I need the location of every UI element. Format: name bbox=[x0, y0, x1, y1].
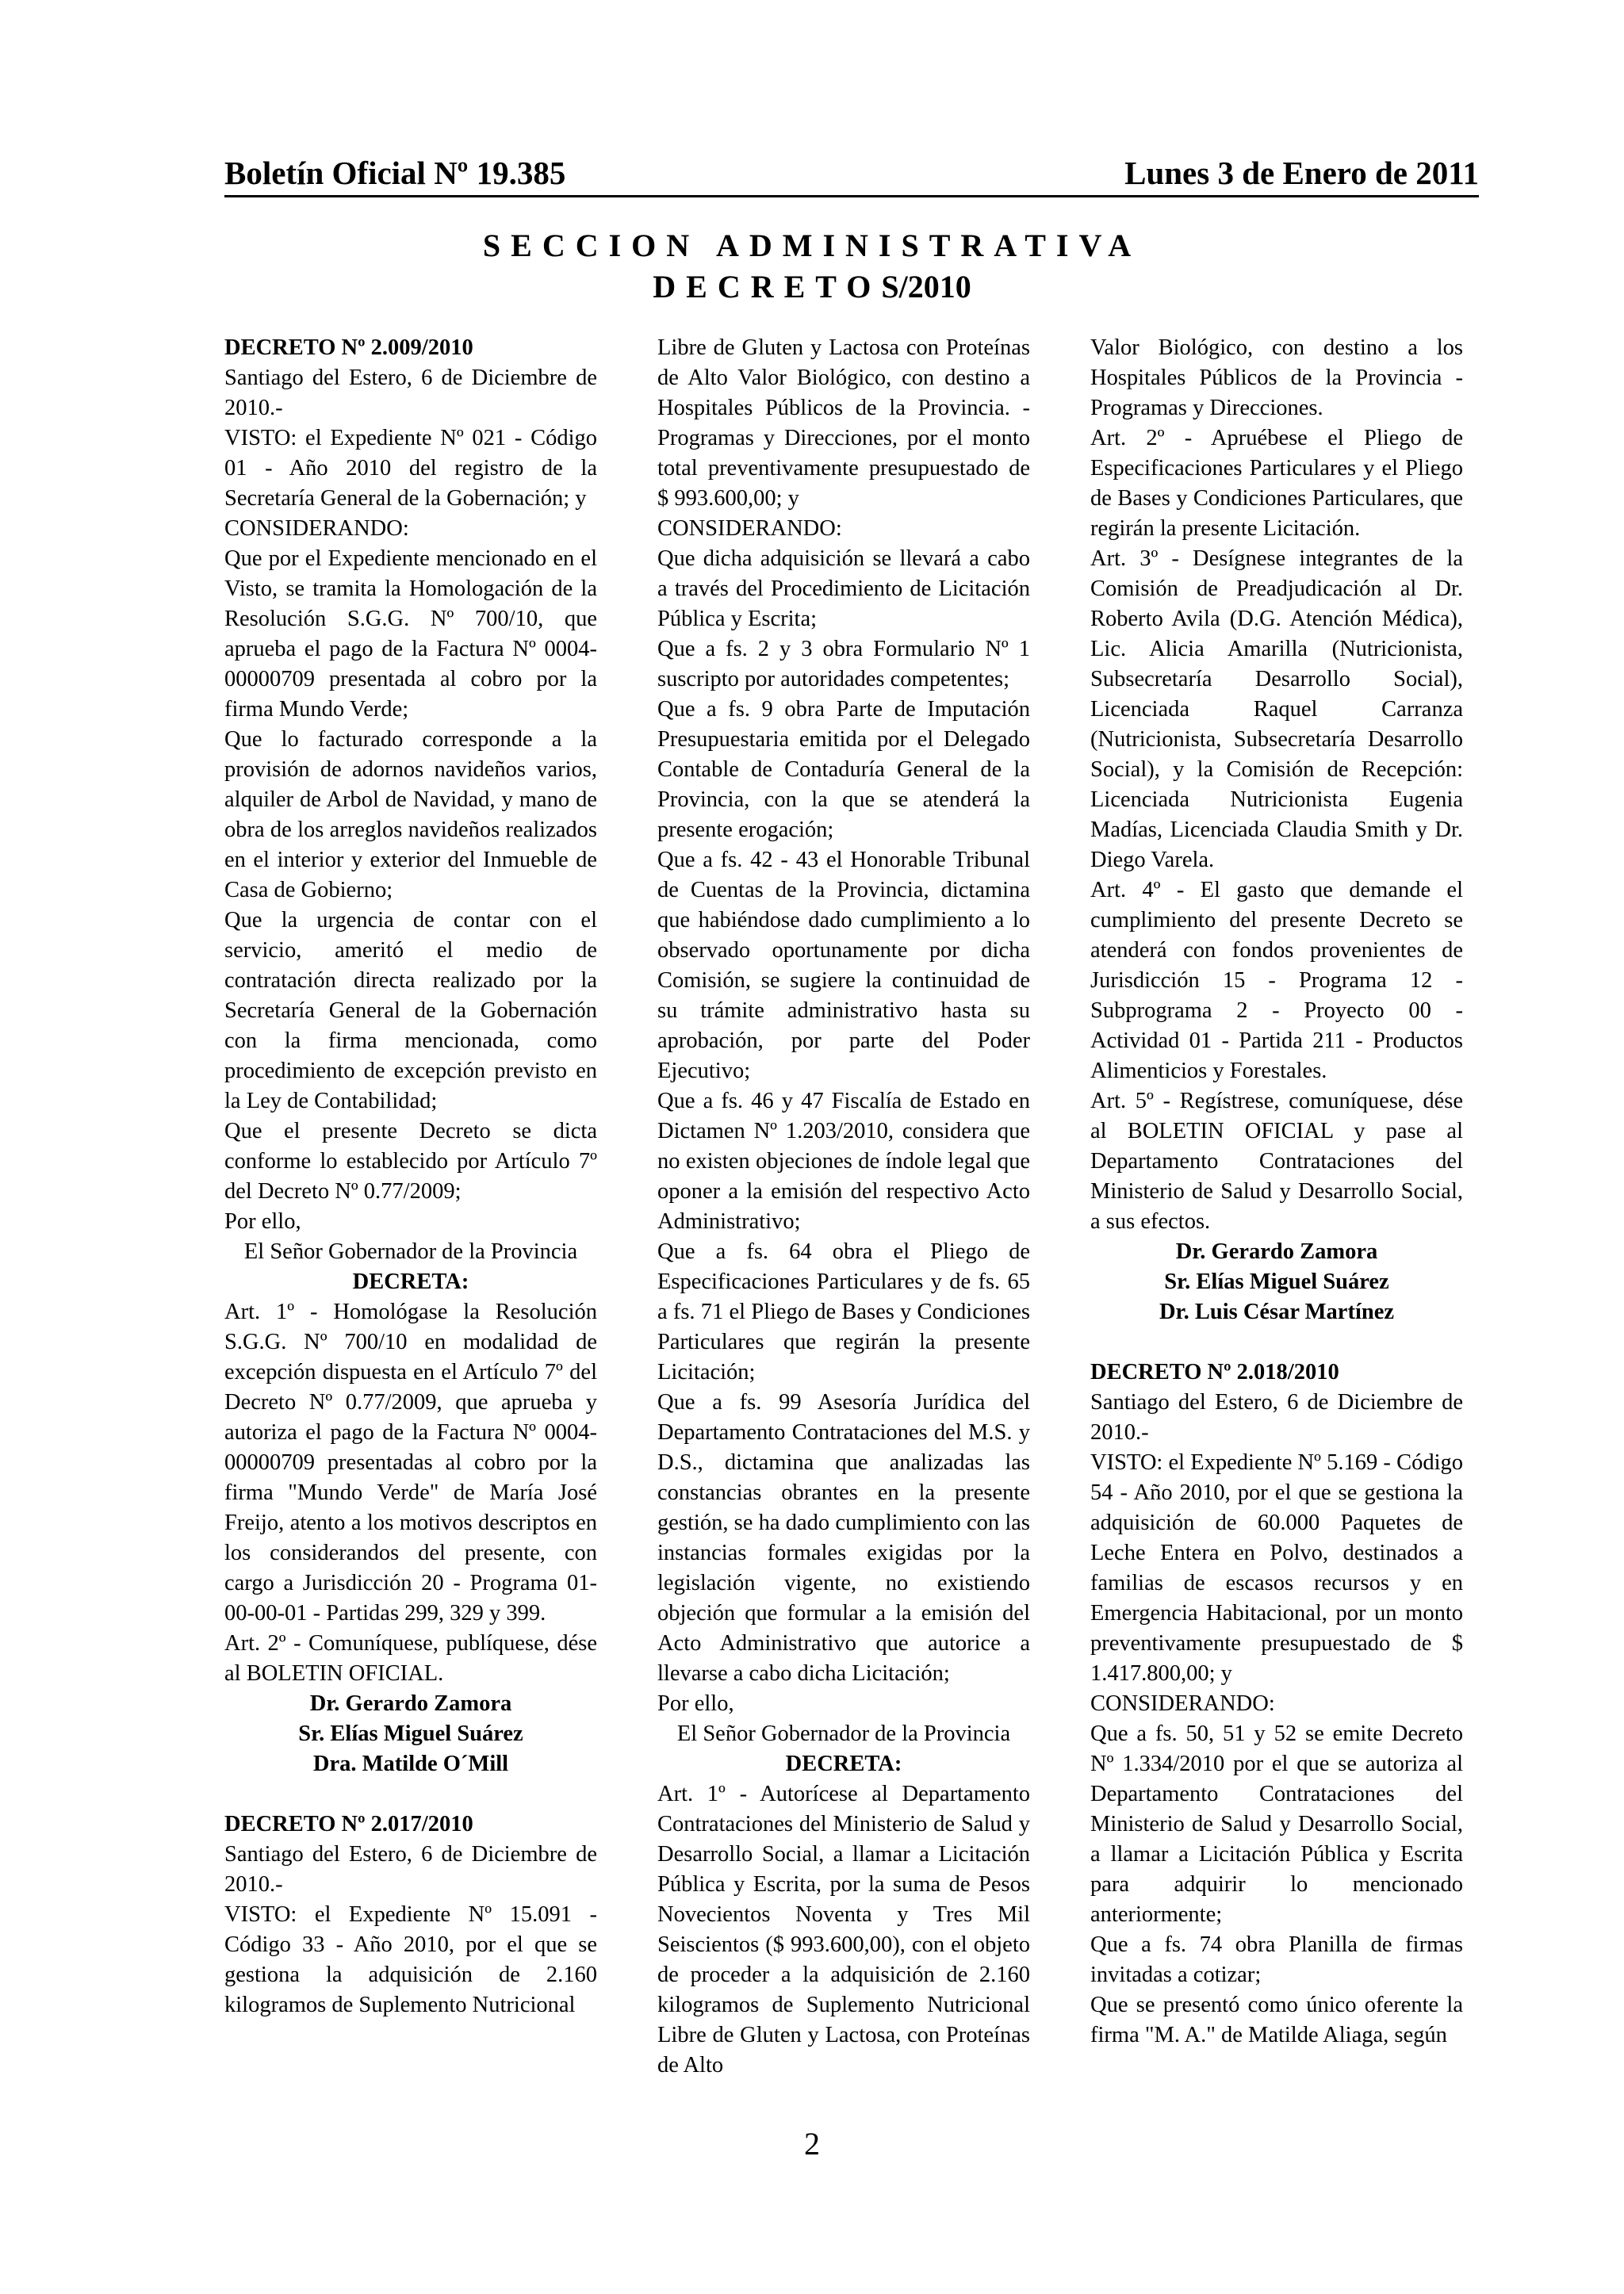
decree-heading: DECRETO Nº 2.017/2010 bbox=[224, 1812, 473, 1836]
decreta-heading: DECRETA: bbox=[352, 1270, 469, 1294]
paragraph: Que a fs. 42 - 43 el Honorable Tribunal de Cuentas de la Provincia, dictamina que habiéndose dado cumplimiento a lo observado oportunamente por dicha Comisión, se sugiere la continuidad de su trámite administrativo hasta su aprobación, por parte del Poder Ejecutivo; bbox=[657, 848, 1030, 1083]
paragraph: Que dicha adquisición se llevará a cabo a través del Procedimiento de Licitación Pública y Escrita; bbox=[657, 546, 1030, 631]
signatory: Dr. Luis César Martínez bbox=[1159, 1300, 1395, 1324]
bulletin-title: Boletín Oficial Nº 19.385 bbox=[224, 155, 566, 191]
paragraph: Que a fs. 64 obra el Pliego de Especificaciones Particulares y de fs. 65 a fs. 71 el Pliego de Bases y Condiciones Particulares que regirán la presente Licitación; bbox=[657, 1239, 1030, 1384]
paragraph: Que por el Expediente mencionado en el Visto, se tramita la Homologación de la Resolución S.G.G. Nº 700/10, que aprueba el pago de la Factura Nº 0004-00000709 presentada al cobro por la firma Mundo Verde; bbox=[224, 546, 597, 722]
paragraph: Que a fs. 50, 51 y 52 se emite Decreto Nº 1.334/2010 por el que se autoriza al Departamento Contrataciones del Ministerio de Salud y Desarrollo Social, a llamar a Licitación Pública y Escrita para adquirir lo mencionado anteriormente; bbox=[1090, 1721, 1463, 1927]
paragraph: Santiago del Estero, 6 de Diciembre de 2010.- bbox=[224, 1842, 597, 1897]
sub-title-spaced: DECRETO bbox=[653, 269, 882, 304]
text-line: CONSIDERANDO: bbox=[224, 516, 409, 541]
text-line: Por ello, bbox=[224, 1209, 301, 1234]
paragraph: Que lo facturado corresponde a la provisión de adornos navideños varios, alquiler de Arbol de Navidad, y mano de obra de los arreglos navideños realizados en el interior y exterior del Inmueble de Casa de Gobierno; bbox=[224, 727, 597, 902]
column-1 bbox=[224, 333, 597, 2020]
paragraph: Que la urgencia de contar con el servicio, ameritó el medio de contratación directa realizado por la Secretaría General de la Gobernación con la firma mencionada, como procedimiento de excepción previsto en la Ley de Contabilidad; bbox=[224, 908, 597, 1113]
signatory: Sr. Elías Miguel Suárez bbox=[1164, 1270, 1389, 1294]
block-spacer bbox=[224, 1779, 597, 1810]
paragraph: Valor Biológico, con destino a los Hospitales Públicos de la Provincia - Programas y Direcciones. bbox=[1090, 335, 1463, 420]
page-number: 2 bbox=[804, 2126, 820, 2162]
paragraph: Libre de Gluten y Lactosa con Proteínas de Alto Valor Biológico, con destino a Hospitales Públicos de la Provincia. - Programas y Direcciones, por el monto total preventivamente presupuestado de $ 993.600,00; y bbox=[657, 335, 1030, 511]
sub-title bbox=[0, 266, 1624, 308]
signatory: Dra. Matilde O´Mill bbox=[312, 1752, 509, 1776]
paragraph: Que a fs. 46 y 47 Fiscalía de Estado en Dictamen Nº 1.203/2010, considera que no existen objeciones de índole legal que oponer a la emisión del respectivo Acto Administrativo; bbox=[657, 1089, 1030, 1234]
paragraph: Santiago del Estero, 6 de Diciembre de 2010.- bbox=[1090, 1390, 1463, 1445]
paragraph: Art. 2º - Comuníquese, publíquese, dése al BOLETIN OFICIAL. bbox=[224, 1631, 597, 1686]
decree-heading: DECRETO Nº 2.009/2010 bbox=[224, 335, 473, 360]
paragraph: Santiago del Estero, 6 de Diciembre de 2010.- bbox=[224, 366, 597, 420]
column-2 bbox=[657, 333, 1030, 2081]
text-line: CONSIDERANDO: bbox=[657, 516, 842, 541]
issue-date: Lunes 3 de Enero de 2011 bbox=[1124, 155, 1479, 191]
paragraph: Que a fs. 74 obra Planilla de firmas invitadas a cotizar; bbox=[1090, 1932, 1463, 1987]
paragraph: Art. 4º - El gasto que demande el cumplimiento del presente Decreto se atenderá con fondos provenientes de Jurisdicción 15 - Programa 12 - Subprograma 2 - Proyecto 00 - Actividad 01 - Partida 211 - Productos Alimenticios y Forestales. bbox=[1090, 878, 1463, 1083]
paragraph: VISTO: el Expediente Nº 15.091 - Código 33 - Año 2010, por el que se gestiona la adquisición de 2.160 kilogramos de Suplemento Nutricional bbox=[224, 1902, 597, 2017]
section-title: SECCION ADMINISTRATIVA bbox=[482, 228, 1142, 263]
paragraph: Art. 1º - Autorícese al Departamento Contrataciones del Ministerio de Salud y Desarrollo Social, a llamar a Licitación Pública y Escrita, por la suma de Pesos Novecientos Noventa y Tres Mil Seiscientos ($ 993.600,00), con el objeto de proceder a la adquisición de 2.160 kilogramos de Suplemento Nutricional Libre de Gluten y Lactosa, con Proteínas de Alto bbox=[657, 1782, 1030, 2078]
paragraph: VISTO: el Expediente Nº 5.169 - Código 54 - Año 2010, por el que se gestiona la adquisición de 60.000 Paquetes de Leche Entera en Polvo, destinados a familias de escasos recursos y en Emergencia Habitacional, por un monto preventivamente presupuestado de $ 1.417.800,00; y bbox=[1090, 1450, 1463, 1686]
paragraph: Art. 5º - Regístrese, comuníquese, dése al BOLETIN OFICIAL y pase al Departamento Contrataciones del Ministerio de Salud y Desarrollo Social, a sus efectos. bbox=[1090, 1089, 1463, 1234]
centered-line: El Señor Gobernador de la Provincia bbox=[676, 1721, 1011, 1746]
paragraph: Art. 2º - Apruébese el Pliego de Especificaciones Particulares y el Pliego de Bases y Condiciones Particulares, que regirán la presente Licitación. bbox=[1090, 426, 1463, 541]
column-3 bbox=[1090, 333, 1463, 2051]
decree-heading: DECRETO Nº 2.018/2010 bbox=[1090, 1360, 1339, 1384]
paragraph: VISTO: el Expediente Nº 021 - Código 01 - Año 2010 del registro de la Secretaría General de la Gobernación; y bbox=[224, 426, 597, 511]
centered-line: El Señor Gobernador de la Provincia bbox=[243, 1239, 578, 1264]
signatory: Dr. Gerardo Zamora bbox=[309, 1691, 512, 1716]
decreta-heading: DECRETA: bbox=[785, 1752, 902, 1776]
block-spacer bbox=[1090, 1327, 1463, 1358]
paragraph: Que se presentó como único oferente la firma "M. A." de Matilde Aliaga, según bbox=[1090, 1993, 1463, 2047]
signatory: Sr. Elías Miguel Suárez bbox=[298, 1721, 523, 1746]
paragraph: Que el presente Decreto se dicta conforme lo establecido por Artículo 7º del Decreto Nº 0.77/2009; bbox=[224, 1119, 597, 1204]
paragraph: Que a fs. 9 obra Parte de Imputación Presupuestaria emitida por el Delegado Contable de Contaduría General de la Provincia, con la que se atenderá la presente erogación; bbox=[657, 697, 1030, 842]
paragraph: Art. 1º - Homológase la Resolución S.G.G. Nº 700/10 en modalidad de excepción dispuesta en el Artículo 7º del Decreto Nº 0.77/2009, que aprueba y autoriza el pago de la Factura Nº 0004-00000709 presentadas al cobro por la firma "Mundo Verde" de María José Freijo, atento a los motivos descriptos en los considerandos del presente, con cargo a Jurisdicción 20 - Programa 01-00-00-01 - Partidas 299, 329 y 399. bbox=[224, 1300, 597, 1626]
signatory: Dr. Gerardo Zamora bbox=[1175, 1239, 1378, 1264]
paragraph: Que a fs. 2 y 3 obra Formulario Nº 1 suscripto por autoridades competentes; bbox=[657, 637, 1030, 691]
sub-title-rest: S/2010 bbox=[881, 269, 971, 304]
text-line: CONSIDERANDO: bbox=[1090, 1691, 1275, 1716]
paragraph: Que a fs. 99 Asesoría Jurídica del Departamento Contrataciones del M.S. y D.S., dictamina que analizadas las constancias obrantes en la presente gestión, se ha dado cumplimiento con las instancias formales exigidas por la legislación vigente, no existiendo objeción que formular a la emisión del Acto Administrativo que autorice a llevarse a cabo dicha Licitación; bbox=[657, 1390, 1030, 1686]
page-header bbox=[224, 155, 1479, 197]
paragraph: Art. 3º - Desígnese integrantes de la Comisión de Preadjudicación al Dr. Roberto Avila (D.G. Atención Médica), Lic. Alicia Amarilla (Nutricionista, Subsecretaría Desarrollo Social), Licenciada Raquel Carranza (Nutricionista, Subsecretaría Desarrollo Social), y la Comisión de Recepción: Licenciada Nutricionista Eugenia Madías, Licenciada Claudia Smith y Dr. Diego Varela. bbox=[1090, 546, 1463, 872]
text-line: Por ello, bbox=[657, 1691, 734, 1716]
